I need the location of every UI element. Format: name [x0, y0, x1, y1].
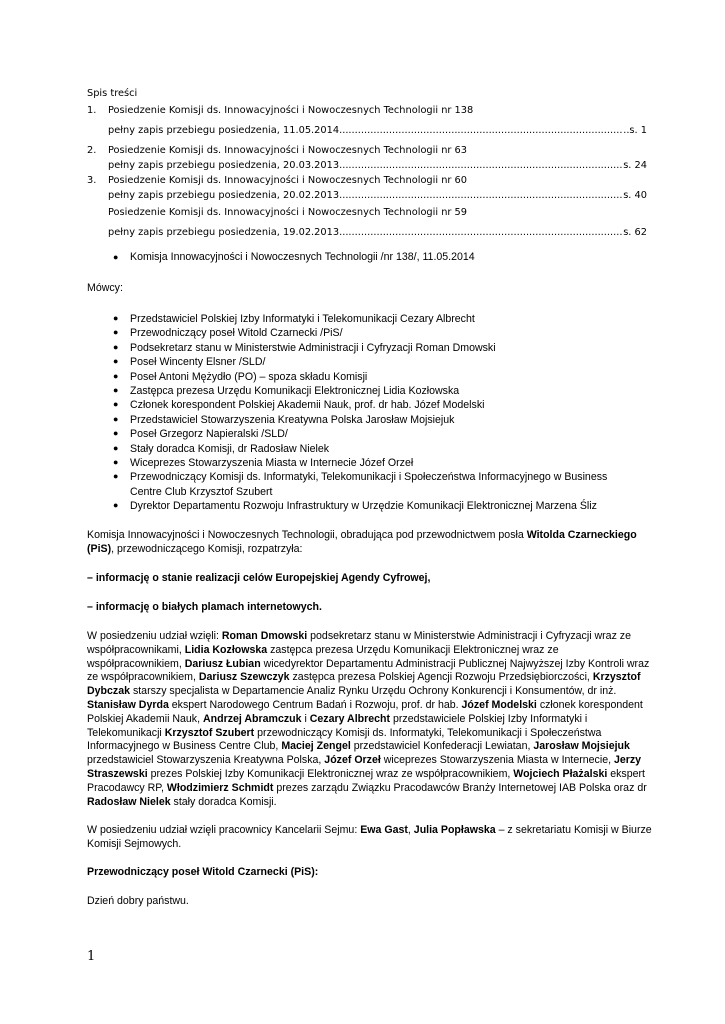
speakers-heading: Mówcy:: [87, 282, 123, 294]
toc-leader-dots: [339, 225, 623, 240]
person-name: Józef Orzeł: [324, 754, 381, 767]
bullet-icon: ●: [113, 356, 119, 367]
text-run: przedstawiciele Polskiej Izby Informatyki i Telekomunikacji: [87, 712, 588, 739]
speakers-list: [113, 312, 633, 514]
list-item: ● Przewodniczący Komisji ds. Informatyki, Telekomunikacji i Społeczeństwa Informacyjnego w Business Centre Club Krzysztof Szubert: [113, 471, 608, 498]
bullet-icon: ●: [113, 341, 119, 352]
list-item: ● Zastępca prezesa Urzędu Komunikacji Elektronicznej Lidia Kozłowska: [113, 385, 460, 398]
bullet-icon: ●: [113, 500, 119, 511]
list-item: ● Członek korespondent Polskiej Akademii Nauk, prof. dr hab. Józef Modelski: [113, 399, 485, 412]
chair-heading: Przewodniczący poseł Witold Czarnecki (PiS):: [87, 866, 319, 878]
person-name: Wojciech Płażalski: [513, 767, 608, 780]
bullet-icon: ●: [113, 370, 119, 381]
toc-entry[interactable]: [87, 143, 647, 173]
person-name: Cezary Albrecht: [309, 712, 391, 725]
bullet-icon: ●: [113, 313, 119, 323]
bullet-icon: ●: [113, 428, 119, 439]
text-run: przedstawiciel Konfederacji Lewiatan,: [350, 740, 534, 753]
toc-entry[interactable]: [87, 205, 647, 240]
person-name: Maciej Zengel: [281, 740, 351, 753]
page-number: 1: [87, 949, 96, 964]
toc-entry[interactable]: [87, 103, 647, 138]
list-item: ● Podsekretarz stanu w Ministerstwie Administracji i Cyfryzacji Roman Dmowski: [113, 341, 496, 354]
bullet-icon: ●: [113, 327, 119, 338]
bullet-icon: ●: [113, 385, 119, 396]
person-name: Jerzy Straszewski: [87, 754, 642, 780]
toc-leader-dots: [339, 123, 623, 138]
toc-number: 3.: [87, 175, 97, 186]
bullet-icon: ●: [113, 399, 119, 410]
list-item: ● Przedstawiciel Stowarzyszenia Kreatywna Polska Jarosław Mojsiejuk: [113, 413, 455, 426]
text-run: ekspert Narodowego Centrum Badań i Rozwoju, prof. dr hab.: [168, 698, 462, 711]
list-item: ● Poseł Antoni Mężydło (PO) – spoza składu Komisji: [113, 370, 368, 383]
chairman-name: Witolda Czarneckiego (PiS): [87, 529, 637, 555]
toc-leader-dots: [339, 188, 623, 203]
person-name: Włodzimierz Schmidt: [166, 781, 274, 794]
text-run: W posiedzeniu udział wzięli pracownicy Kancelarii Sejmu:: [87, 824, 361, 836]
toc-page-ref: ..s. 1: [623, 125, 647, 136]
bullet-icon: ●: [113, 413, 119, 424]
toc-entry-title: Posiedzenie Komisji ds. Innowacyjności i Nowoczesnych Technologii nr 60: [108, 175, 468, 186]
toc-entry-subtitle: pełny zapis przebiegu posiedzenia, 20.02.2013: [108, 190, 340, 201]
toc-number: 1.: [87, 105, 97, 116]
text-run: przewodniczący Komisji ds. Informatyki, Telekomunikacji i Społeczeństwa Informacyjnego w Business Centre Club,: [87, 726, 602, 753]
toc-entry-title: Posiedzenie Komisji ds. Innowacyjności i Nowoczesnych Technologii nr 59: [108, 207, 468, 218]
person-name: Krzysztof Szubert: [164, 726, 255, 739]
toc-entry-subtitle: pełny zapis przebiegu posiedzenia, 19.02.2013: [108, 227, 340, 238]
toc-number: 2.: [87, 145, 97, 156]
list-item: ● Stały doradca Komisji, dr Radosław Nielek: [113, 442, 330, 455]
text-run: zastępca prezesa Polskiej Agencji Rozwoju Przedsiębiorczości,: [289, 671, 593, 684]
person-name: Józef Modelski: [461, 698, 537, 711]
staff-paragraph: [87, 824, 652, 852]
list-item: ● Poseł Grzegorz Napieralski /SLD/: [113, 428, 288, 441]
text-run: ekspert Pracodawcy RP,: [87, 767, 645, 794]
person-name: Stanisław Dyrda: [87, 698, 169, 711]
text-run: prezes zarządu Związku Pracodawców Branży Internetowej IAB Polska oraz dr: [273, 781, 647, 794]
person-name: Julia Popławska: [413, 824, 496, 836]
toc-page-ref: s. 24: [623, 160, 647, 171]
person-name: Dariusz Szewczyk: [198, 671, 290, 684]
text-run: zastępca prezesa Urzędu Komunikacji Elektronicznej wraz ze współpracownikiem,: [87, 643, 559, 670]
text-run: podsekretarz stanu w Ministerstwie Administracji i Cyfryzacji wraz ze współpracownikami,: [87, 630, 631, 656]
toc-title: Spis treści: [87, 88, 138, 99]
meeting-title: Komisja Innowacyjności i Nowoczesnych Technologii /nr 138/, 11.05.2014: [130, 251, 475, 263]
text-run: – z sekretariatu Komisji w Biurze Komisji Sejmowych.: [87, 824, 652, 850]
toc-page-ref: s. 62: [623, 227, 647, 238]
participants-paragraph: [87, 630, 652, 809]
text-run: ,: [407, 824, 414, 836]
person-name: Ewa Gast: [360, 824, 408, 836]
list-item: ● Poseł Wincenty Elsner /SLD/: [113, 356, 266, 369]
list-item: ● Przedstawiciel Polskiej Izby Informatyki i Telekomunikacji Cezary Albrecht: [113, 313, 475, 325]
text-run: prezes Polskiej Izby Komunikacji Elektronicznej wraz ze współpracownikiem,: [147, 767, 514, 780]
greeting-text: Dzień dobry państwu.: [87, 895, 189, 907]
person-name: Dariusz Łubian: [184, 657, 261, 670]
table-of-contents: [87, 86, 647, 240]
person-name: Krzysztof Dybczak: [87, 671, 641, 698]
text-run: i: [301, 712, 310, 725]
toc-entry-subtitle: pełny zapis przebiegu posiedzenia, 20.03.2013: [108, 160, 340, 171]
toc-leader-dots: [339, 158, 623, 173]
bullet-icon: ●: [113, 252, 119, 262]
text-run: przedstawiciel Stowarzyszenia Kreatywna Polska,: [87, 754, 325, 767]
list-item: ● Wiceprezes Stowarzyszenia Miasta w Internecie Józef Orzeł: [113, 457, 414, 470]
person-name: Andrzej Abramczuk: [203, 712, 302, 725]
list-item: ● Dyrektor Departamentu Rozwoju Infrastruktury w Urzędzie Komunikacji Elektronicznej Marzena Śliz: [113, 500, 597, 513]
person-name: Jarosław Mojsiejuk: [533, 740, 630, 753]
agenda-topic-1: – informację o stanie realizacji celów Europejskiej Agendy Cyfrowej,: [87, 572, 431, 584]
text-run: stały doradca Komisji.: [170, 795, 277, 808]
person-name: Roman Dmowski: [221, 630, 308, 642]
text-run: wiceprezes Stowarzyszenia Miasta w Internecie,: [380, 754, 614, 767]
meeting-bullet: [113, 251, 475, 264]
person-name: Lidia Kozłowska: [184, 643, 268, 656]
text-run: W posiedzeniu udział wzięli:: [87, 630, 222, 642]
toc-page-ref: s. 40: [623, 190, 647, 201]
list-item: ● Przewodniczący poseł Witold Czarnecki /PiS/: [113, 327, 343, 340]
intro-paragraph: Komisja Innowacyjności i Nowoczesnych Technologii, obradująca pod przewodnictwem posła Witolda Czarneckiego (PiS), przewodniczącego Komisji, rozpatrzyła:: [87, 529, 637, 555]
bullet-icon: ●: [113, 457, 119, 468]
toc-entry[interactable]: [87, 173, 647, 203]
text-run: członek korespondent Polskiej Akademii Nauk,: [87, 698, 643, 725]
toc-entry-subtitle: pełny zapis przebiegu posiedzenia, 11.05.2014: [108, 125, 340, 136]
bullet-icon: ●: [113, 442, 119, 453]
toc-entry-title: Posiedzenie Komisji ds. Innowacyjności i Nowoczesnych Technologii nr 63: [108, 145, 468, 156]
bullet-icon: ●: [113, 471, 119, 482]
text-run: wicedyrektor Departamentu Administracji Publicznej Najwyższej Izby Kontroli wraz ze współpracownikiem,: [87, 657, 650, 684]
agenda-topic-2: – informację o białych plamach internetowych.: [87, 601, 322, 613]
text-run: starszy specjalista w Departamencie Analiz Rynku Urzędu Ochrony Konkurencji i Konsumentów, dr inż.: [130, 685, 617, 698]
toc-entry-title: Posiedzenie Komisji ds. Innowacyjności i Nowoczesnych Technologii nr 138: [108, 105, 474, 116]
person-name: Radosław Nielek: [87, 795, 171, 808]
